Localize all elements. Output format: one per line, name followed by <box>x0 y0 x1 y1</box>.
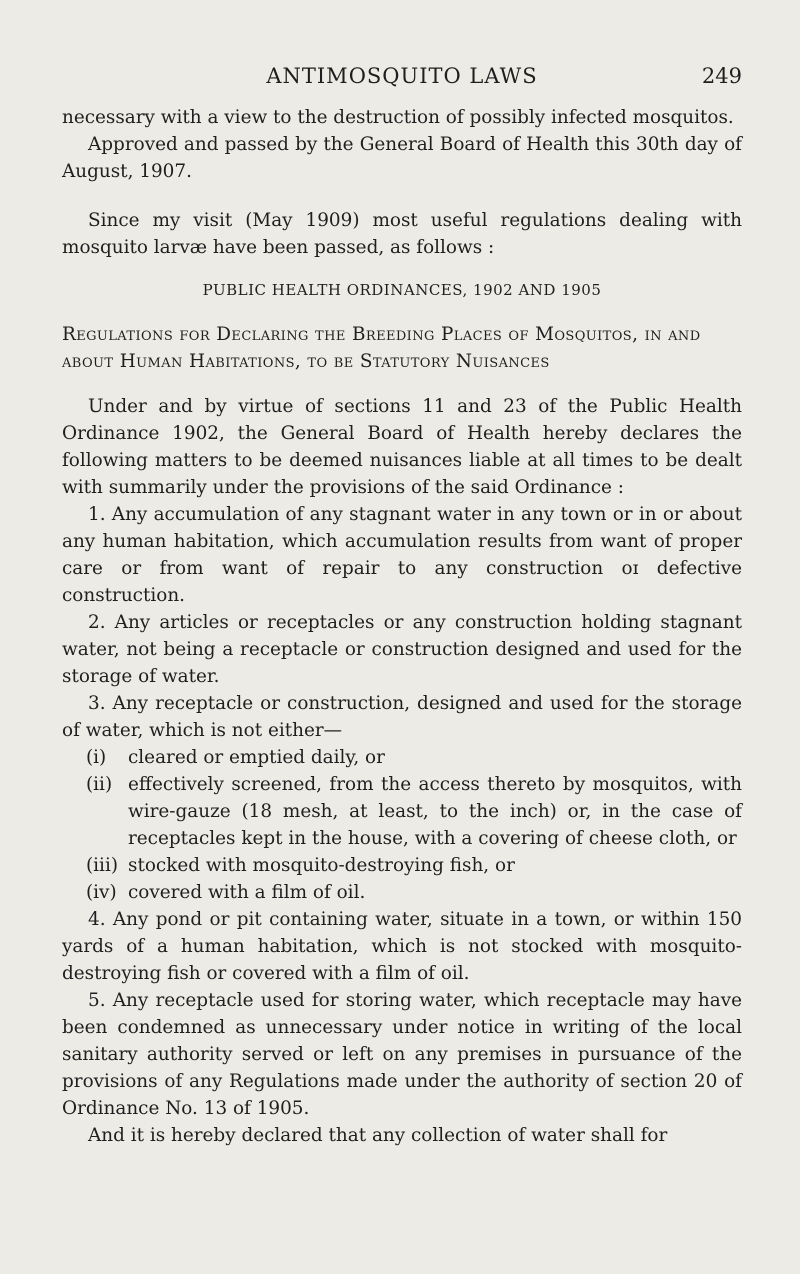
sub-item-text: covered with a film of oil. <box>128 882 366 903</box>
page <box>62 64 742 1149</box>
paragraph-preamble: Under and by virtue of sections 11 and 23 of the Public Health Ordinance 1902, the General Board of Health hereby declares the following matters to be deemed nuisances liable at all times to be dealt with summarily under the provisions of the said Ordinance : <box>62 396 742 498</box>
list-item-1: 1. Any accumulation of any stagnant water in any town or in or about any human habitation, which accumulation results from want of proper care or from want of repair to any construction oɪ defective construction. <box>62 504 742 606</box>
sub-item-number: (iii) <box>86 855 118 876</box>
spacer <box>62 185 742 207</box>
page-number: 249 <box>701 64 742 88</box>
sub-item-iii <box>62 852 742 879</box>
running-title: ANTIMOSQUITO LAWS <box>266 64 538 88</box>
paragraph-visit: Since my visit (May 1909) most useful regulations dealing with mosquito larvæ have been passed, as follows : <box>62 210 742 258</box>
sub-item-iv <box>62 879 742 906</box>
paragraph-approval: Approved and passed by the General Board of Health this 30th day of August, 1907. <box>62 134 742 182</box>
list-item-2: 2. Any articles or receptacles or any construction holding stagnant water, not being a receptacle or construction designed and used for the storage of water. <box>62 612 742 687</box>
section-title: PUBLIC HEALTH ORDINANCES, 1902 AND 1905 <box>202 281 602 299</box>
sub-item-text: effectively screened, from the access thereto by mosquitos, with wire-gauze (18 mesh, at least, to the inch) or, in the case of receptacles kept in the house, with a covering of cheese cloth, or <box>128 774 742 849</box>
regulations-heading: Regulations for Declaring the Breeding Places of Mosquitos, in and about Human Habitations, to be Statutory Nuisances <box>62 324 701 372</box>
page-header <box>62 64 742 104</box>
sub-item-text: cleared or emptied daily, or <box>128 747 385 768</box>
list-item-4: 4. Any pond or pit containing water, situate in a town, or within 150 yards of a human habitation, which is not stocked with mosquito-destroying fish or covered with a film of oil. <box>62 909 742 984</box>
paragraph-continuation: necessary with a view to the destruction of possibly infected mosquitos. <box>62 107 734 128</box>
sub-item-number: (iv) <box>86 882 117 903</box>
list-item-3: 3. Any receptacle or construction, designed and used for the storage of water, which is not either— <box>62 693 742 741</box>
sub-item-i <box>62 744 742 771</box>
sub-item-ii <box>62 771 742 852</box>
list-item-5: 5. Any receptacle used for storing water, which receptacle may have been condemned as unnecessary under notice in writing of the local sanitary authority served or left on any premises in pursuance of the provisions of any Regulations made under the authority of section 20 of Ordinance No. 13 of 1905. <box>62 990 742 1119</box>
paragraph-closing: And it is hereby declared that any collection of water shall for <box>88 1125 668 1146</box>
sub-item-number: (i) <box>86 747 107 768</box>
sub-item-number: (ii) <box>86 774 113 795</box>
sub-item-text: stocked with mosquito-destroying fish, or <box>128 855 515 876</box>
